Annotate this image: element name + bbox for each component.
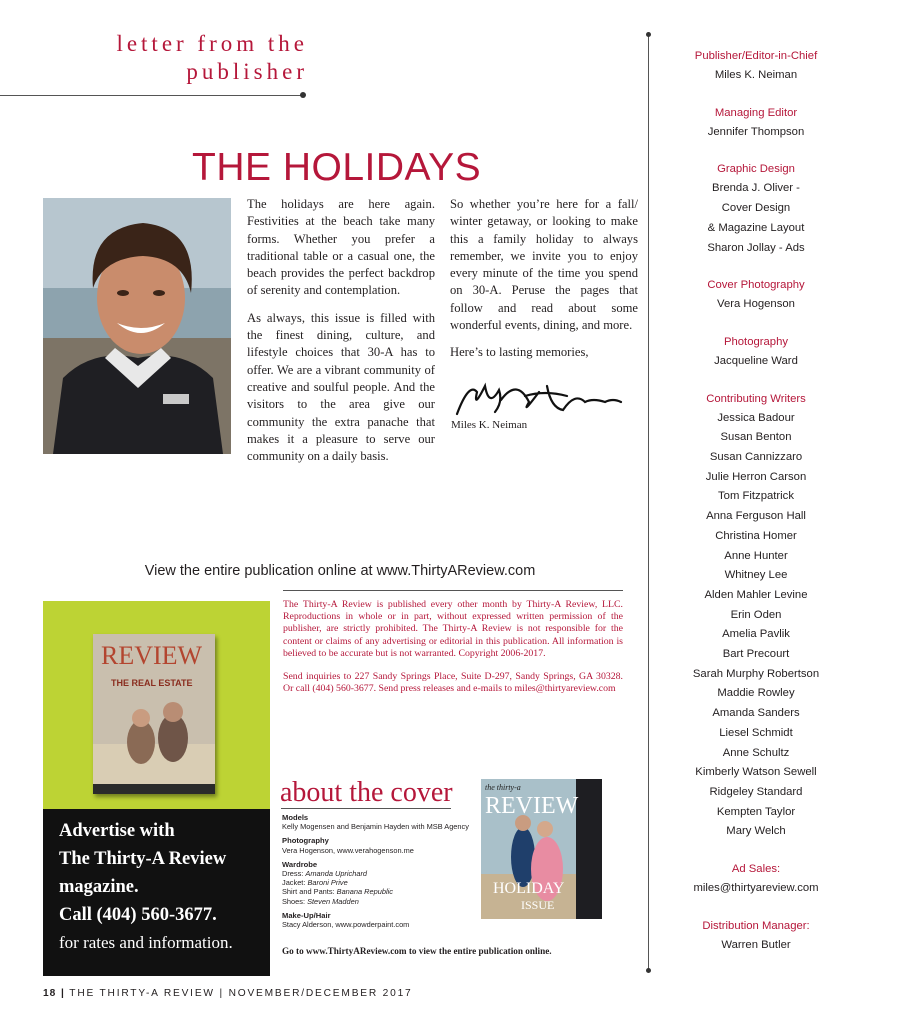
masthead-person: Mary Welch	[726, 825, 786, 838]
masthead-person: Cover Design	[721, 202, 791, 215]
letter-column-1	[247, 196, 435, 475]
masthead-person: Kempten Taylor	[716, 805, 796, 818]
title-divider	[0, 95, 303, 96]
ad-line: for rates and information.	[59, 933, 233, 952]
publication-name: THE THIRTY-A REVIEW	[69, 988, 215, 999]
masthead-person: Tom Fitzpatrick	[718, 490, 794, 503]
masthead-person: Warren Butler	[721, 938, 791, 951]
masthead-person: Erin Oden	[730, 608, 782, 621]
masthead-person: Kimberly Watson Sewell	[695, 766, 817, 779]
masthead-role: Photography	[723, 335, 789, 348]
footer-separator: |	[60, 988, 65, 999]
masthead-role: Managing Editor	[714, 106, 798, 119]
masthead-person: Julie Herron Carson	[705, 470, 807, 483]
footer-separator: |	[219, 988, 224, 999]
magazine-subtitle: THE REAL ESTATE	[111, 678, 193, 688]
credit-text: Shoes: Steven Madden	[282, 896, 359, 906]
signature-name: Miles K. Neiman	[451, 419, 528, 431]
masthead-person: Jennifer Thompson	[707, 125, 805, 138]
about-cover-title: about the cover	[280, 777, 453, 808]
masthead-person: Miles K. Neiman	[714, 69, 798, 81]
advertise-box	[43, 601, 270, 976]
credit-text: Jacket: Baroni Prive	[282, 878, 348, 888]
publisher-photo	[43, 198, 231, 454]
masthead-role: Graphic Design	[717, 163, 795, 176]
cover-issue: ISSUE	[521, 898, 555, 912]
credit-text: Shirt and Pants: Banana Republic	[282, 887, 393, 897]
headline: THE HOLIDAYS	[192, 146, 482, 189]
magazine-thumbnail	[93, 634, 215, 794]
masthead-person: & Magazine Layout	[707, 221, 805, 234]
masthead-person: Amanda Sanders	[712, 707, 800, 720]
masthead-role: Ad Sales:	[731, 863, 781, 876]
masthead-role: Publisher/Editor-in-Chief	[694, 50, 818, 62]
ad-text	[59, 817, 264, 957]
legal-notice	[283, 599, 623, 706]
masthead-person: Alden Mahler Levine	[704, 588, 808, 601]
page-footer	[43, 988, 413, 999]
ad-line: Advertise with	[59, 821, 175, 841]
letter-column-2	[450, 196, 638, 372]
masthead-person: Liesel Schmidt	[719, 726, 793, 739]
masthead-person: Maddie Rowley	[717, 687, 795, 700]
cover-small-title: the thirty-a	[485, 783, 521, 792]
page-number: 18	[43, 988, 57, 999]
masthead-person: Jessica Badour	[717, 411, 795, 424]
vertical-divider-dot	[646, 968, 651, 973]
about-divider	[281, 808, 451, 809]
magazine-title: REVIEW	[101, 641, 203, 670]
copyright-text: The Thirty-A Review is published every other month by Thirty-A Review, LLC. Reproductions in whole or in part, without expressed written permission of the publisher, are strictly prohibited. The Thirty-A Review is not responsible for the content or claims of any advertising or editorial in this publication. All information is believed to be accurate but is not warranted. Copyright 2006-2017.	[283, 599, 623, 659]
masthead	[672, 47, 840, 956]
ad-phone: Call (404) 560-3677.	[59, 905, 217, 925]
letter-paragraph: As always, this issue is filled with the finest dining, culture, and lifestyle choices that 30-A has to offer. We are a vibrant community of creative and soulful people. And the visitors to the area give our community the extra panache that makes it a pleasure to serve our community on a daily basis.	[247, 310, 435, 464]
credit-text: Dress: Amanda Uprichard	[282, 869, 368, 879]
credit-text: Stacy Alderson, www.powderpaint.com	[282, 920, 410, 930]
masthead-person: Sarah Murphy Robertson	[692, 667, 820, 680]
masthead-person: Whitney Lee	[724, 569, 788, 582]
credit-heading: Models	[282, 813, 309, 822]
ad-line: The Thirty-A Review	[59, 849, 227, 869]
masthead-role: Cover Photography	[707, 279, 805, 292]
credit-text: Kelly Mogensen and Benjamin Hayden with MSB Agency	[282, 822, 469, 832]
masthead-person: Christina Homer	[715, 529, 797, 542]
masthead-person: Sharon Jollay - Ads	[707, 241, 805, 254]
credit-text: Vera Hogenson, www.verahogenson.me	[282, 845, 414, 855]
ad-top-panel	[43, 601, 270, 809]
section-title-line1: letter from the	[116, 31, 308, 56]
issue-date: NOVEMBER/DECEMBER 2017	[228, 988, 413, 999]
masthead-person: Bart Precourt	[722, 648, 790, 661]
masthead-person: Ridgeley Standard	[709, 785, 803, 798]
online-link-text: Go to www.ThirtyAReview.com to view the entire publication online.	[282, 946, 552, 956]
cover-thumbnail	[481, 779, 602, 919]
vertical-divider	[648, 35, 649, 972]
masthead-person: Amelia Pavlik	[722, 628, 790, 641]
credit-heading: Photography	[282, 836, 329, 846]
masthead-person: Anne Schultz	[722, 746, 790, 759]
contact-text: Send inquiries to 227 Sandy Springs Place, Suite D-297, Sandy Springs, GA 30328. Or call (404) 560-3677. Send press releases and e-mails to miles@thirtyareview.com	[283, 671, 623, 695]
cover-title: REVIEW	[485, 793, 579, 819]
masthead-person: Susan Cannizzaro	[709, 451, 803, 464]
letter-paragraph: So whether you’re here for a fall/ winter getaway, or looking to make this a family holiday to always remember, we invite you to enjoy every minute of the time you spend on 30-A. Peruse the pages that follow and read about some wonderful events, dining, and more.	[450, 197, 638, 333]
masthead-person: Susan Benton	[720, 431, 792, 444]
title-divider-dot	[300, 92, 306, 98]
masthead-person: miles@thirtyareview.com	[693, 882, 819, 895]
masthead-person: Jacqueline Ward	[714, 354, 798, 367]
credit-heading: Make-Up/Hair	[282, 910, 331, 920]
masthead-role: Distribution Manager:	[702, 919, 810, 932]
cover-holiday: HOLIDAY	[493, 880, 565, 897]
online-notice: View the entire publication online at www.ThirtyAReview.com	[144, 563, 536, 579]
online-divider	[283, 590, 623, 591]
section-title-line2: publisher	[186, 59, 308, 84]
masthead-person: Brenda J. Oliver -	[712, 182, 800, 195]
section-title	[100, 30, 308, 86]
letter-paragraph: The holidays are here again. Festivities at the beach take many forms. Whether you prefer a traditional table or a casual one, the beach provides the perfect backdrop of serenity and contemplation.	[247, 197, 435, 298]
letter-closing: Here’s to lasting memories,	[450, 345, 589, 360]
masthead-role: Contributing Writers	[706, 392, 806, 405]
masthead-person: Anna Ferguson Hall	[706, 510, 806, 523]
masthead-person: Anne Hunter	[724, 549, 788, 562]
vertical-divider-dot	[646, 32, 651, 37]
about-cover-credits	[282, 813, 482, 929]
signature	[455, 372, 625, 422]
credit-heading: Wardrobe	[282, 859, 318, 869]
ad-line: magazine.	[59, 877, 139, 897]
masthead-person: Vera Hogenson	[717, 298, 795, 311]
